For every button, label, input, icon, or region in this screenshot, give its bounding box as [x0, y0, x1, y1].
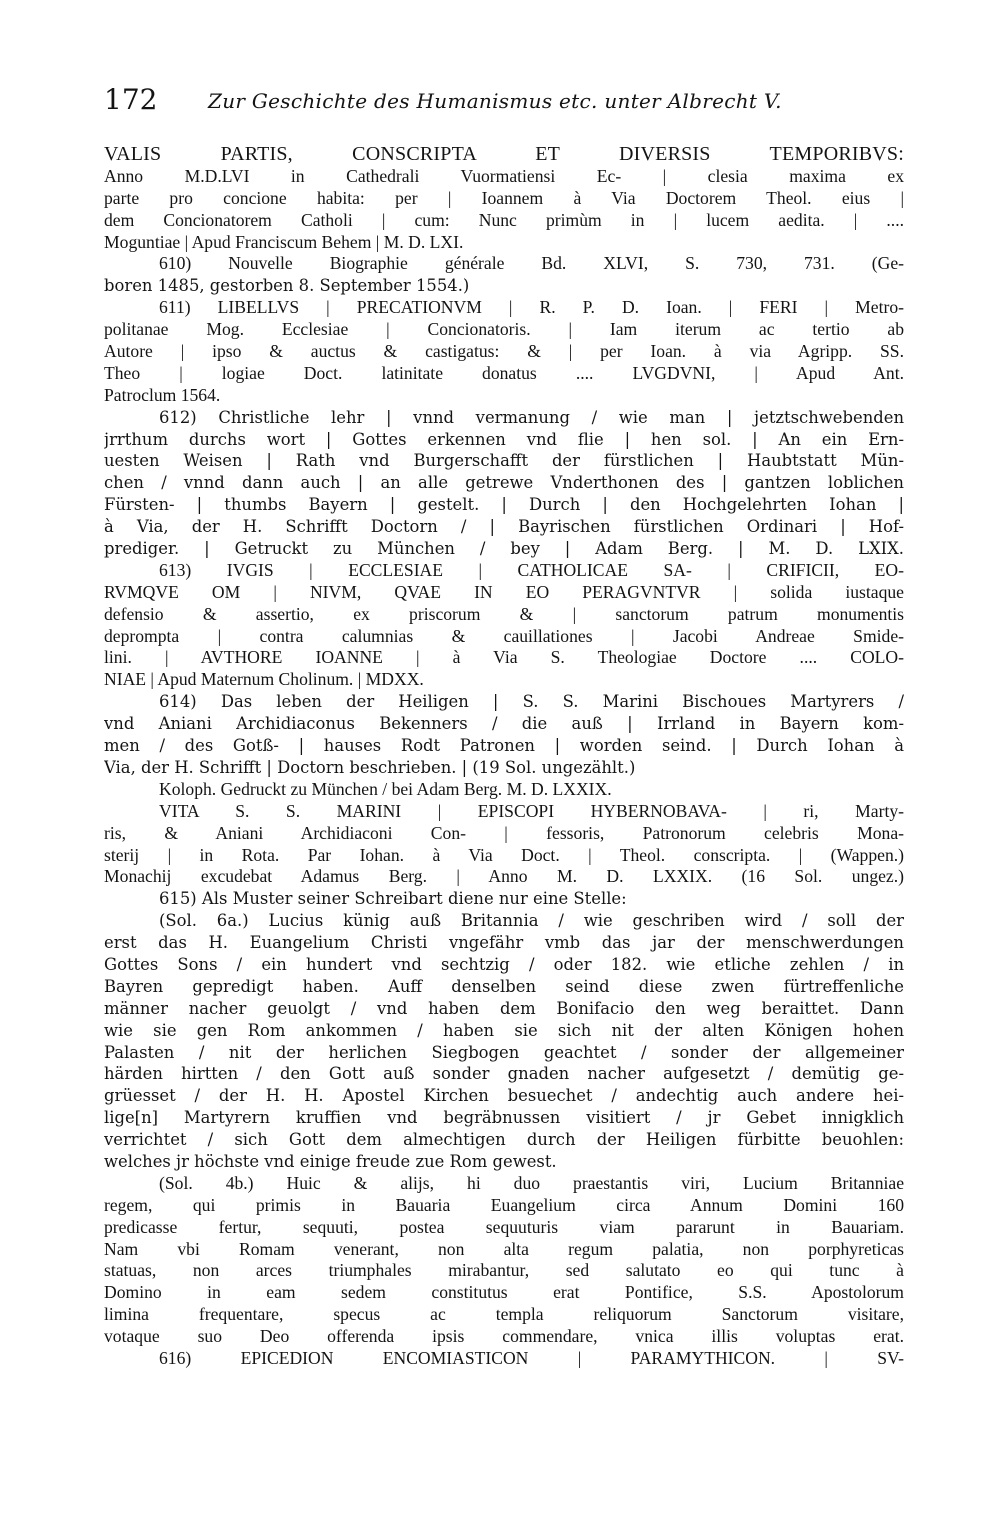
text-line: welches jr höchste vnd einige freude zue Rom gewest.	[104, 1151, 557, 1171]
text-line: sterij | in Rota. Par Iohan. à Via Doct. | Theol. conscripta. | (Wappen.)	[104, 844, 904, 865]
text-line: politanae Mog. Ecclesiae | Concionatoris. | Iam iterum ac tertio ab	[104, 319, 904, 340]
text-line: Via, der H. Schrifft | Doctorn beschrieben. | (19 Sol. ungezählt.)	[104, 757, 636, 777]
text-line: (Sol. 4b.) Huic & alijs, hi duo praestantis viri, Lucium Britanniae	[159, 1172, 904, 1193]
text-line: wie sie gen Rom ankommen / haben sie sich nit der alten Königen hohen	[104, 1020, 904, 1040]
text-line: (Sol. 6a.) Lucius künig auß Britannia / wie geschriben wird / soll der	[159, 911, 904, 931]
text-line: boren 1485, gestorben 8. September 1554.)	[104, 276, 470, 296]
text-line: uesten Weisen | Rath vnd Burgerschafft der fürstlichen | Haubtstatt Mün-	[104, 451, 904, 471]
text-line: härden hirtten / den Gott auß sonder gnaden nacher aufgesetzt / demütig ge-	[104, 1064, 904, 1084]
text-line: lige[n] Martyrern kruffien vnd begräbnussen visitiert / jr Gebet innigklich	[104, 1108, 904, 1128]
text-line: lini. | AVTHORE IOANNE | à Via S. Theologiae Doctore .... COLO-	[104, 647, 904, 668]
text-line: jrrthum durchs wort | Gottes erkennen vnd flie | hen sol. | An ein Ern-	[104, 429, 904, 449]
text-line: grüesset / der H. H. Apostel Kirchen besuechet / andechtig auch andere hei-	[104, 1086, 904, 1106]
footnote-612: 612) Christliche lehr | vnnd vermanung / wie man | jetztschwebenden	[159, 407, 904, 427]
text-line: Anno M.D.LVI in Cathedrali Vuormatiensi Ec- | clesia maxima ex	[104, 165, 904, 186]
page-header	[104, 80, 904, 124]
text-line: parte pro concione habita: per | Ioannem à Via Doctorem Theol. eius |	[104, 187, 904, 208]
text-line: Domino in eam sedem constitutus erat Pontifice, S.S. Apostolorum	[104, 1282, 904, 1303]
text-line: à Via, der H. Schrifft Doctorn / | Bayrischen fürstlichen Ordinari | Hof-	[104, 517, 904, 537]
footnote-610: 610) Nouvelle Biographie générale Bd. XLVI, S. 730, 731. (Ge-	[159, 253, 904, 274]
footnote-614: 614) Das leben der Heiligen | S. S. Marini Bischoues Martyrers /	[159, 692, 904, 712]
text-line: Gottes Sons / ein hundert vnd sechtzig / oder 182. wie etliche zehlen / in	[104, 954, 904, 974]
footnote-615: 615) Als Muster seiner Schreibart diene nur eine Stelle:	[159, 889, 627, 909]
text-line: vnd Aniani Archidiaconus Bekenners / die auß | Irrland in Bayern kom-	[104, 714, 904, 734]
text-line: verrichtet / sich Gott dem almechtigen durch der Heiligen fürbitte beuohlen:	[104, 1130, 904, 1150]
text-line: deprompta | contra calumnias & cauillationes | Jacobi Andreae Smide-	[104, 625, 904, 646]
text-line: Palasten / nit der herlichen Siegbogen geachtet / sonder der allgemeiner	[104, 1042, 904, 1062]
text-line: männer nacher geuolgt / vnd haben dem Bonifacio den weg beraittet. Dann	[104, 998, 904, 1018]
text-line: defensio & assertio, ex priscorum & | sanctorum patrum monumentis	[104, 603, 904, 624]
text-line: Theo | logiae Doct. latinitate donatus .... LVGDVNI, | Apud Ant.	[104, 362, 904, 383]
text-line: RVMQVE OM | NIVM, QVAE IN EO PERAGVNTVR | solida iustaque	[104, 581, 904, 602]
text-line: NIAE | Apud Maternum Cholinum. | MDXX.	[104, 669, 424, 690]
text-line: limina frequentare, specus ac templa reliquorum Sanctorum visitare,	[104, 1304, 904, 1325]
text-line: predicasse fertur, sequuti, postea sequuturis viam pararunt in Bauariam.	[104, 1216, 904, 1237]
footnote-611: 611) LIBELLVS | PRECATIONVM | R. P. D. Ioan. | FERI | Metro-	[159, 297, 904, 318]
text-line: regem, qui primis in Bauaria Euangelium circa Annum Domini 160	[104, 1194, 904, 1215]
text-line: prediger. | Getruckt zu München / bey | Adam Berg. | M. D. LXIX.	[104, 539, 904, 559]
text-line: statuas, non arces triumphales mirabantur, sed salutato eo qui tunc à	[104, 1260, 904, 1281]
text-line: Nam vbi Romam venerant, non alta regum palatia, non porphyreticas	[104, 1238, 904, 1259]
text-line: Fürsten- | thumbs Bayern | gestelt. | Durch | den Hochgelehrten Iohan |	[104, 495, 904, 515]
text-line: Moguntiae | Apud Franciscum Behem | M. D. LXI.	[104, 231, 464, 252]
text-line: Autore | ipso & auctus & castigatus: & | per Ioan. à via Agripp. SS.	[104, 341, 904, 362]
footnote-616: 616) EPICEDION ENCOMIASTICON | PARAMYTHICON. | SV-	[159, 1347, 904, 1368]
text-line: Patroclum 1564.	[104, 384, 221, 405]
text-line: VITA S. S. MARINI | EPISCOPI HYBERNOBAVA- | ri, Marty-	[159, 800, 904, 821]
body-text	[104, 144, 904, 1484]
text-line: votaque suo Deo offerenda ipsis commendare, vnica illis voluptas erat.	[104, 1326, 904, 1347]
text-line: ris, & Aniani Archidiaconi Con- | fessoris, Patronorum celebris Mona-	[104, 822, 904, 843]
text-line: dem Concionatorem Catholi | cum: Nunc primùm in | lucem aedita. | ....	[104, 209, 904, 230]
text-line: chen / vnnd dann auch | an alle getrewe Vnderthonen des | gantzen loblichen	[104, 473, 904, 493]
page-number: 172	[104, 83, 158, 116]
text-line: Koloph. Gedruckt zu München / bei Adam Berg. M. D. LXXIX.	[159, 778, 612, 799]
text-line: Bayren gepredigt haben. Auff denselben seind diese zwen fürtreffenliche	[104, 976, 904, 996]
footnote-613: 613) IVGIS | ECCLESIAE | CATHOLICAE SA- | CRIFICII, EO-	[159, 559, 904, 580]
text-line: erst das H. Euangelium Christi vngefähr vmb das jar der menschwerdungen	[104, 933, 904, 953]
text-line: men / des Gotß- | hauses Rodt Patronen | worden seind. | Durch Iohan à	[104, 736, 904, 756]
text-line: VALIS PARTIS, CONSCRIPTA ET DIVERSIS TEMPORIBVS:	[104, 144, 904, 165]
text-line: Monachij excudebat Adamus Berg. | Anno M. D. LXXIX. (16 Sol. ungez.)	[104, 866, 904, 887]
running-title: Zur Geschichte des Humanismus etc. unter Albrecht V.	[208, 89, 782, 113]
